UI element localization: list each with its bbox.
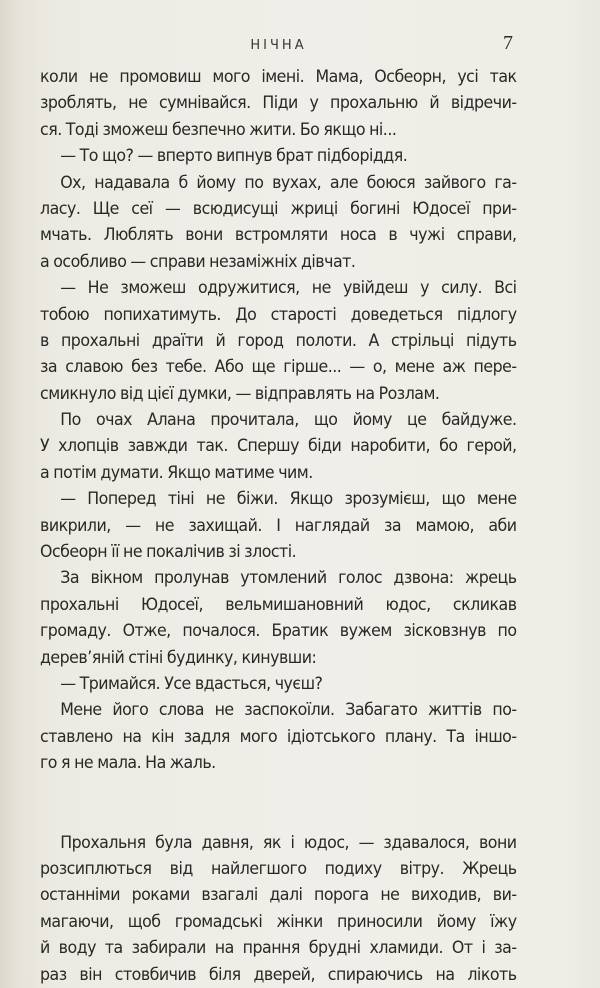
text-line: Прохальня була давня, як і юдос, — здавалося, вони xyxy=(60,832,517,853)
text-line: останніми роками взагалі далі порога не виходив, ви- xyxy=(40,885,517,906)
text-line: смикнуло від цієї думки, — відправлять на Розлам. xyxy=(40,383,440,404)
paragraph xyxy=(40,407,517,486)
text-line: й воду та забирали на прання брудні хламиди. От і за- xyxy=(40,938,517,959)
paragraph xyxy=(40,275,517,407)
page-header xyxy=(40,32,517,56)
paragraph xyxy=(40,565,517,671)
text-line: — Поперед тіні не біжи. Якщо зрозумієш, що мене xyxy=(60,489,517,510)
paragraph xyxy=(40,143,517,169)
text-line: ся. Тоді зможеш безпечно жити. Бо якщо ні... xyxy=(40,119,397,140)
text-line: дерев’яній стіні будинку, кинувши: xyxy=(40,647,317,668)
text-line: мчать. Люблять вони встромляти носа в чужі справи, xyxy=(40,225,517,246)
paragraph xyxy=(40,486,517,565)
paragraph xyxy=(40,671,517,697)
text-line: прохальні Юдосеї, вельмишановний юдос, скликав xyxy=(40,594,517,615)
text-line: зроблять, не сумнівайся. Піди у прохальню й відречи- xyxy=(40,93,517,114)
text-line: У хлопців завжди так. Спершу біди наробити, бо герой, xyxy=(40,436,517,457)
text-line: го я не мала. На жаль. xyxy=(40,753,216,774)
section-break xyxy=(40,777,517,830)
page-number: 7 xyxy=(503,32,513,54)
paragraph xyxy=(40,697,517,776)
text-line: а особливо — справи незаміжніх дівчат. xyxy=(40,251,356,272)
text-line: коли не промовиш мого імені. Мама, Осбеорн, усі так xyxy=(40,67,517,87)
text-line: в прохальні драїти й город полоти. А стрільці підуть xyxy=(40,330,517,351)
text-line: розсиплються від найлегшого подиху вітру. Жрець xyxy=(40,858,517,879)
paragraph xyxy=(40,64,517,143)
text-line: — Тримайся. Усе вдасться, чуєш? xyxy=(60,673,323,694)
body-text xyxy=(40,64,517,988)
paragraph xyxy=(40,170,517,276)
text-line: За вікном пролунав утомлений голос дзвона: жрець xyxy=(60,568,517,589)
text-line: ласу. Ще сеї — всюдисущі жриці богині Юдосеї при- xyxy=(40,198,517,219)
text-line: викрили, — не захищай. І наглядай за мамою, аби xyxy=(40,515,517,536)
text-line: Ох, надавала б йому по вухах, але боюся зайвого га- xyxy=(60,172,517,193)
text-line: раз він стовбичив біля дверей, спираючись на лікоть xyxy=(40,964,517,985)
paragraph xyxy=(40,830,517,988)
text-line: тобою попихатимуть. До старості доведеться підлогу xyxy=(40,304,517,325)
running-title: НІЧНА xyxy=(250,38,307,53)
text-line: ставлено на кін задля мого ідіотського плану. Та іншо- xyxy=(40,726,517,747)
text-line: громаду. Отже, почалося. Братик вужем зісковзнув по xyxy=(40,621,517,642)
text-line: а потім думати. Якщо матиме чим. xyxy=(40,462,313,483)
text-line: — То що? — вперто випнув брат підборіддя. xyxy=(60,146,408,167)
text-line: Мене його слова не заспокоїли. Забагато життів по- xyxy=(60,700,517,721)
text-line: По очах Алана прочитала, що йому це байдуже. xyxy=(60,410,517,431)
text-line: — Не зможеш одружитися, не увійдеш у силу. Всі xyxy=(60,278,517,299)
text-line: Осбеорн її не покалічив зі злості. xyxy=(40,542,297,563)
text-line: магаючи, щоб громадські жінки приносили йому їжу xyxy=(40,911,517,932)
text-line: за славою без тебе. Або ще гірше... — о, мене аж пере- xyxy=(40,357,517,378)
